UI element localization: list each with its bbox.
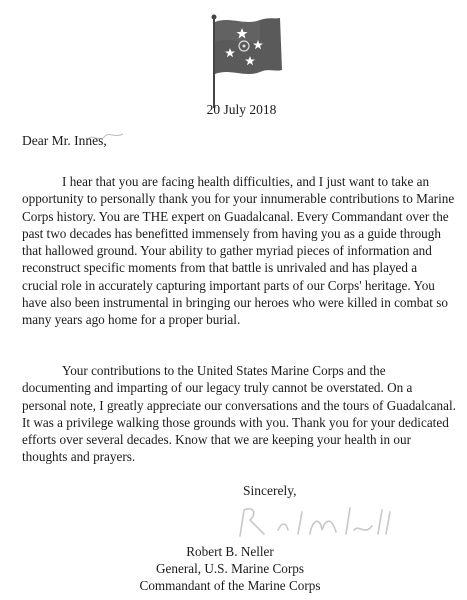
body-paragraph-2: Your contributions to the United States Marine Corps and the documenting and imparting of our legacy truly cannot be overstated. On a personal note, I greatly appreciate our conversations and the tours of Guadalcanal. It was a privilege walking those grounds with you. Thank you for your dedicated efforts over several decades. Know that we are keeping your health in our thoughts and prayers. [22, 363, 456, 465]
signer-name: Robert B. Neller [186, 544, 274, 559]
salutation: Dear Mr. Innes, [22, 133, 107, 148]
signature-block [130, 543, 330, 594]
general-flag-icon [200, 10, 290, 110]
letter-date: 20 July 2018 [206, 102, 277, 117]
signer-title: Commandant of the Marine Corps [139, 578, 321, 593]
signer-rank: General, U.S. Marine Corps [156, 561, 304, 576]
closing: Sincerely, [243, 483, 297, 498]
body-paragraph-1: I hear that you are facing health difficulties, and I just want to take an opportunity to personally thank you for your innumerable contributions to Marine Corps history. You are THE expert on Guadalcanal. Every Commandant over the past two decades has benefitted immensely from having you as a guide through that hallowed ground. Your ability to gather myriad pieces of information and reconstruct specific moments from that battle is unrivaled and has played a crucial role in accurately capturing important parts of our Corps' heritage. You have also been instrumental in bringing our heroes who were killed in combat so many years ago home for a proper burial. [22, 174, 455, 328]
handwritten-signature [228, 500, 398, 544]
